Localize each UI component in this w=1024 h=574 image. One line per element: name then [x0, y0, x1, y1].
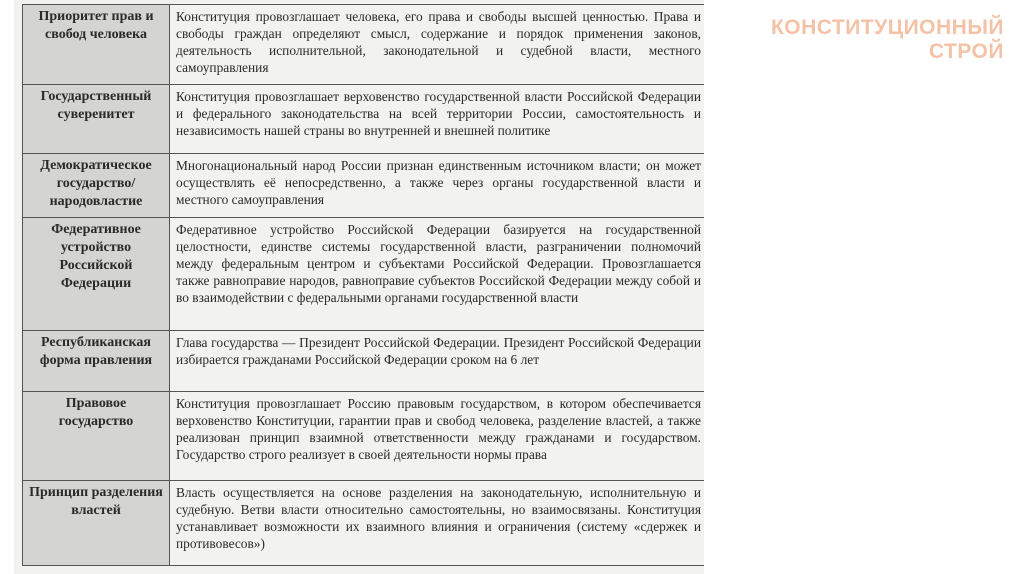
scanned-table-image [14, 0, 704, 574]
table-row [23, 154, 705, 218]
principle-description: Власть осуществляется на основе разделения на законодательную, исполнительную и судебную. Ветви власти относительно самостоятельны, но взаимосвязаны. Конституция устанавливает возможности их взаимного влияния и ограничения (систему «сдержек и противовесов») [170, 481, 705, 566]
principle-term: Приоритет прав и свобод человека [23, 5, 170, 85]
slide-title-line1: КОНСТИТУЦИОННЫЙ [770, 16, 1004, 39]
principle-description: Конституция провозглашает человека, его права и свободы высшей ценностью. Права и свободы граждан определяют смысл, содержание и порядок применения законов, деятельность исполнительной, законодательной и судебной власти, местного самоуправления [170, 5, 705, 85]
constitution-principles-table [22, 4, 704, 566]
slide-title [771, 16, 1004, 64]
table-row [23, 331, 705, 392]
principle-term: Правовое государство [23, 392, 170, 481]
table-row [23, 392, 705, 481]
principle-term: Республиканская форма правления [23, 331, 170, 392]
principle-term: Федеративное устройство Российской Федерации [23, 218, 170, 331]
principle-term: Государственный суверенитет [23, 85, 170, 154]
slide-title-line2: СТРОЙ [928, 40, 1004, 63]
principle-term: Демократическое государство/ народовластие [23, 154, 170, 218]
principle-description: Глава государства — Президент Российской Федерации. Президент Российской Федерации избирается гражданами Российской Федерации сроком на 6 лет [170, 331, 705, 392]
principle-description: Конституция провозглашает Россию правовым государством, в котором обеспечивается верховенство Конституции, гарантии прав и свобод человека, разделение властей, а также реализован принцип взаимной ответственности между гражданами и государством. Государство строго реализует в своей деятельности нормы права [170, 392, 705, 481]
table-row [23, 481, 705, 566]
table-row [23, 85, 705, 154]
principle-description: Многонациональный народ России признан единственным источником власти; он может осуществлять её непосредственно, а также через органы государственной власти и местного самоуправления [170, 154, 705, 218]
table-row [23, 5, 705, 85]
principle-description: Федеративное устройство Российской Федерации базируется на государственной целостности, единстве системы государственной власти, разграничении полномочий между федеральным центром и субъектами Российской Федерации. Провозглашается также равноправие народов, равноправие субъектов Российской Федерации между собой и во взаимодействии с федеральными органами государственной власти [170, 218, 705, 331]
table-row [23, 218, 705, 331]
principle-description: Конституция провозглашает верховенство государственной власти Российской Федерации и федерального законодательства на всей территории России, самостоятельность и независимость нашей страны во внутренней и внешней политике [170, 85, 705, 154]
principle-term: Принцип разделения властей [23, 481, 170, 566]
